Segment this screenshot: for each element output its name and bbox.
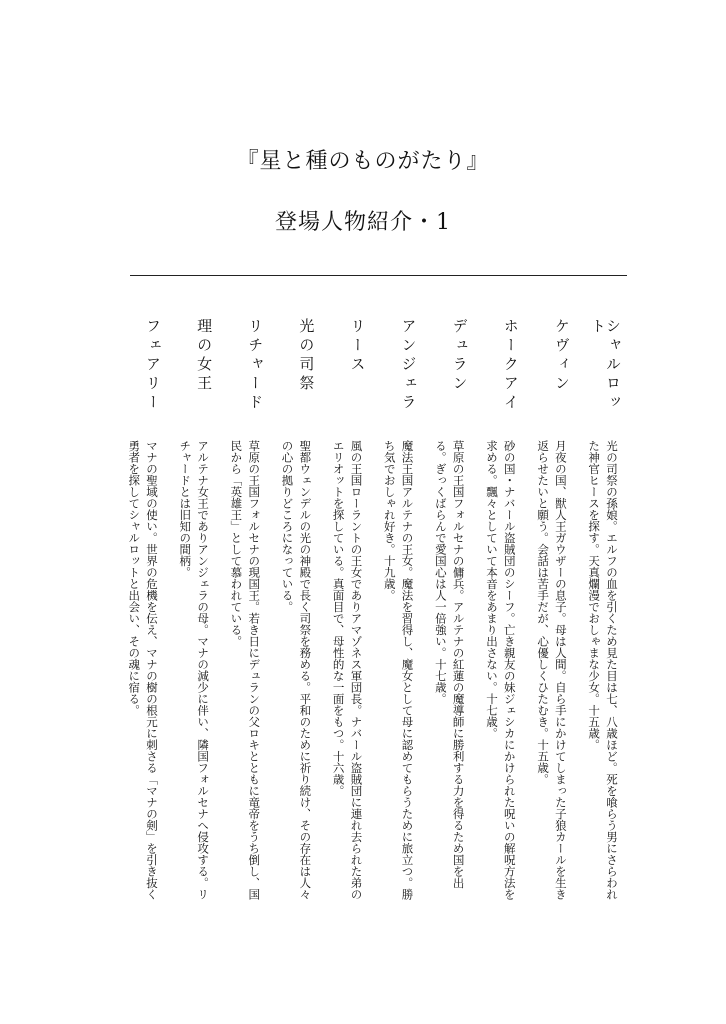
character-name: シャルロット <box>588 318 622 413</box>
character-description: 草原の王国フォルセナの現国王。若き日にデュランの父ロキとともに竜帝をうち倒し、国民から「英雄王」として慕われている。 <box>229 440 262 900</box>
character-name: フェアリー <box>144 318 162 413</box>
character-description: 草原の王国フォルセナの傭兵。アルテナの紅蓮の魔導師に勝利する力を得るため国を出る。ぎっくばらんで愛国心は人一倍強い。十七歳。 <box>433 440 466 889</box>
character-name: ケヴィン <box>552 318 571 394</box>
character-description: 砂の国・ナバール盗賊団のシーフ。亡き親友の妹ジェシカにかけられた呪いの解呪方法を求める。飄々としていて本音をあまり出さない。十七歳。 <box>484 440 517 900</box>
character-entry <box>427 318 467 978</box>
divider <box>130 275 627 276</box>
character-description: 聖都ウェンデルの光の神殿で長く司祭を務める。平和のために祈り続け、その存在は人々の心の拠りどころになっている。 <box>280 440 313 900</box>
character-entry <box>273 318 316 978</box>
character-description: 光の司祭の孫娘。エルフの血を引くため見た目は七、八歳ほど。死を喰らう男にさらわれた神官ヒースを探す。天真爛漫でおしゃまな少女。十五歳。 <box>587 440 619 900</box>
character-name: リチャード <box>246 318 265 413</box>
character-entry <box>478 318 518 978</box>
character-name: リース <box>348 318 367 375</box>
character-description: 魔法王国アルテナの王女。魔法を習得し、魔女として母に認めてもらうために旅立つ。勝ち気でおしゃれ好き。十九歳。 <box>382 440 415 900</box>
page-title: 『星と種のものがたり』 <box>236 149 490 174</box>
character-name: 光の司祭 <box>297 318 316 394</box>
character-name: デュラン <box>450 318 469 394</box>
character-entry <box>376 318 416 978</box>
character-entry <box>120 318 160 978</box>
character-name: ホークアイ <box>501 318 520 413</box>
character-entry <box>222 318 265 978</box>
character-description: アルテナ女王でありアンジェラの母。マナの減少に伴い、隣国フォルセナへ侵攻する。リチャードとは旧知の間柄。 <box>178 440 211 900</box>
character-name: 理の女王 <box>195 318 214 394</box>
character-entry <box>171 318 214 978</box>
character-description: 風の王国ローラントの王女でありアマゾネス軍団長。ナバール盗賊団に連れ去られた弟のエリオットを探している。真面目で、母性的な一面をもつ。十六歳。 <box>331 440 364 900</box>
character-name: アンジェラ <box>399 318 418 413</box>
character-entry <box>324 318 367 978</box>
character-entry <box>580 318 620 978</box>
character-entry <box>529 318 569 978</box>
page-subtitle: 登場人物紹介・1 <box>275 210 451 235</box>
character-description: 月夜の国、獣人王ガウザーの息子。母は人間。自ら手にかけてしまった子狼カールを生き返らせたいと願う。会話は苦手だが、心優しくひたむき。十五歳。 <box>536 440 568 900</box>
character-roster <box>120 318 620 978</box>
character-description: マナの聖域の使い。世界の危機を伝え、マナの樹の根元に刺さる「マナの剣」を引き抜く勇者を探してシャルロットと出会い、その魂に宿る。 <box>127 440 159 900</box>
